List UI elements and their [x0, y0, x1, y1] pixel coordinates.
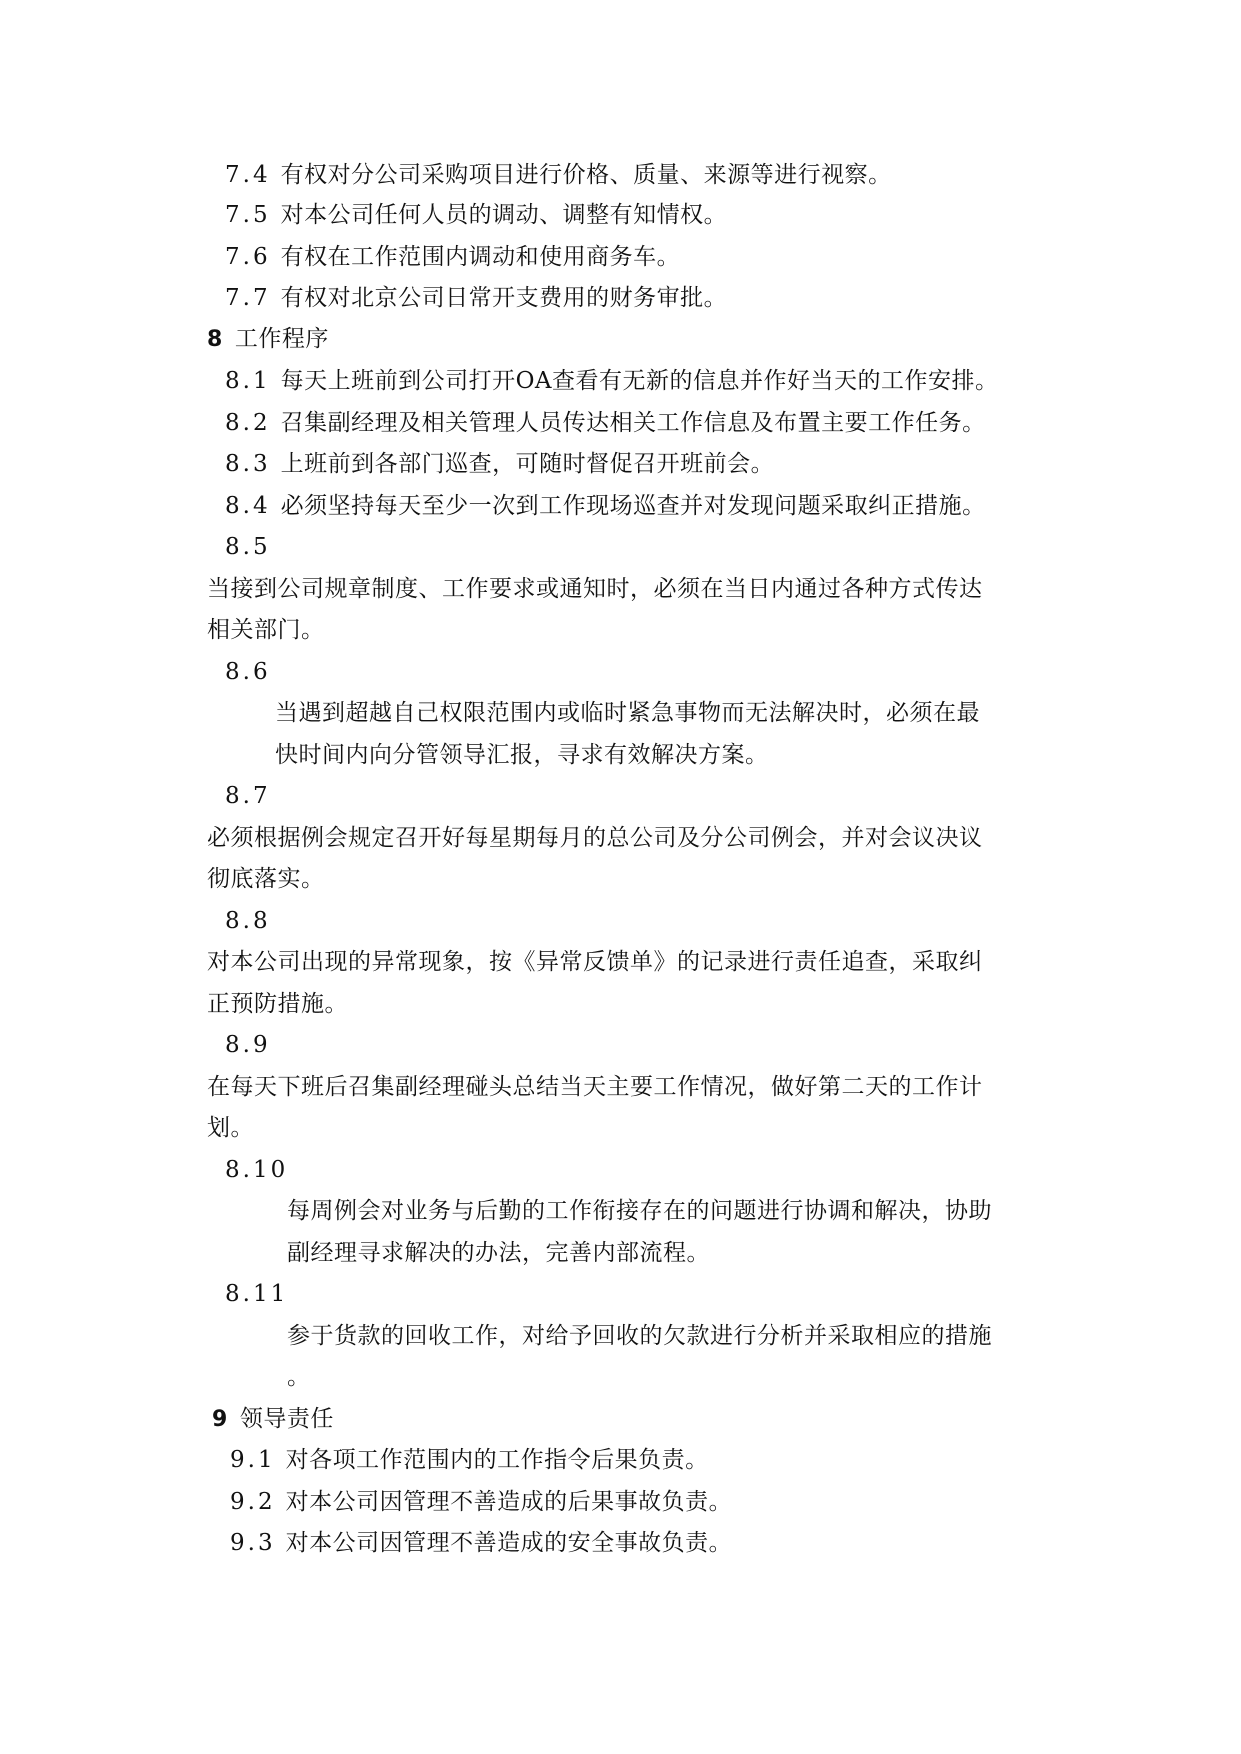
item-text: 召集副经理及相关管理人员传达相关工作信息及布置主要工作任务。: [280, 410, 986, 436]
item-8-1: [225, 366, 999, 396]
item-text: 有权对分公司采购项目进行价格、质量、来源等进行视察。: [280, 162, 892, 188]
item-text-line: 每周例会对业务与后勤的工作衔接存在的问题进行协调和解决，协助: [287, 1198, 992, 1224]
item-number: 8.4: [225, 493, 271, 519]
item-text: 对本公司因管理不善造成的后果事故负责。: [285, 1489, 733, 1515]
item-text: 有权对北京公司日常开支费用的财务审批。: [280, 285, 728, 311]
section-heading-9: [212, 1404, 334, 1435]
item-9-2: [230, 1487, 732, 1517]
item-number: 8.2: [225, 410, 271, 436]
item-text-line: 相关部门。: [207, 617, 325, 643]
item-number: 8.1: [225, 368, 271, 394]
item-number: 9.2: [230, 1489, 276, 1515]
item-text-line: 正预防措施。: [207, 991, 348, 1017]
item-7-7: [225, 283, 727, 313]
item-text-line: 对本公司出现的异常现象，按《异常反馈单》的记录进行责任追查，采取纠: [207, 949, 983, 975]
item-text-line: 彻底落实。: [207, 866, 325, 892]
section-number: 8: [207, 327, 223, 352]
item-text: 有权在工作范围内调动和使用商务车。: [280, 244, 681, 270]
item-text-line: 在每天下班后召集副经理碰头总结当天主要工作情况，做好第二天的工作计: [207, 1074, 983, 1100]
item-9-1: [230, 1445, 709, 1475]
item-text: 对本公司因管理不善造成的安全事故负责。: [285, 1530, 733, 1556]
item-9-3: [230, 1528, 732, 1558]
section-title: 领导责任: [239, 1406, 334, 1432]
item-text: 对各项工作范围内的工作指令后果负责。: [285, 1447, 709, 1473]
section-heading-8: [207, 324, 329, 355]
item-text: 上班前到各部门巡查，可随时督促召开班前会。: [280, 451, 775, 477]
section-title: 工作程序: [234, 326, 329, 352]
item-text: 每天上班前到公司打开OA查看有无新的信息并作好当天的工作安排。: [280, 368, 999, 394]
item-number: 9.3: [230, 1530, 276, 1556]
item-text-line: 当接到公司规章制度、工作要求或通知时，必须在当日内通过各种方式传达: [207, 576, 983, 602]
item-number: 8.5: [225, 534, 271, 560]
item-number: 7.5: [225, 202, 271, 228]
item-7-5: [225, 200, 727, 230]
item-8-3: [225, 449, 774, 479]
item-number: 8.7: [225, 783, 271, 809]
item-text-line: 划。: [207, 1115, 254, 1141]
item-7-6: [225, 242, 680, 272]
item-7-4: [225, 160, 892, 190]
item-number: 7.7: [225, 285, 271, 311]
item-text-line: 当遇到超越自己权限范围内或临时紧急事物而无法解决时，必须在最: [275, 700, 980, 726]
item-text-line: 参于货款的回收工作，对给予回收的欠款进行分析并采取相应的措施: [287, 1323, 992, 1349]
item-text: 必须坚持每天至少一次到工作现场巡查并对发现问题采取纠正措施。: [280, 493, 986, 519]
item-text-line: 副经理寻求解决的办法，完善内部流程。: [287, 1240, 710, 1266]
item-8-4: [225, 491, 986, 521]
item-number: 8.6: [225, 659, 271, 685]
section-number: 9: [212, 1407, 228, 1432]
item-number: 8.3: [225, 451, 271, 477]
item-text: 对本公司任何人员的调动、调整有知情权。: [280, 202, 728, 228]
item-number: 8.10: [225, 1157, 289, 1183]
item-number: 8.9: [225, 1032, 271, 1058]
item-text-line: 快时间内向分管领导汇报，寻求有效解决方案。: [275, 742, 769, 768]
item-number: 8.8: [225, 908, 271, 934]
item-text-line: 。: [287, 1364, 311, 1390]
item-number: 9.1: [230, 1447, 276, 1473]
item-text-line: 必须根据例会规定召开好每星期每月的总公司及分公司例会，并对会议决议: [207, 825, 983, 851]
item-8-2: [225, 408, 986, 438]
item-number: 7.4: [225, 162, 271, 188]
item-number: 7.6: [225, 244, 271, 270]
item-number: 8.11: [225, 1281, 289, 1307]
